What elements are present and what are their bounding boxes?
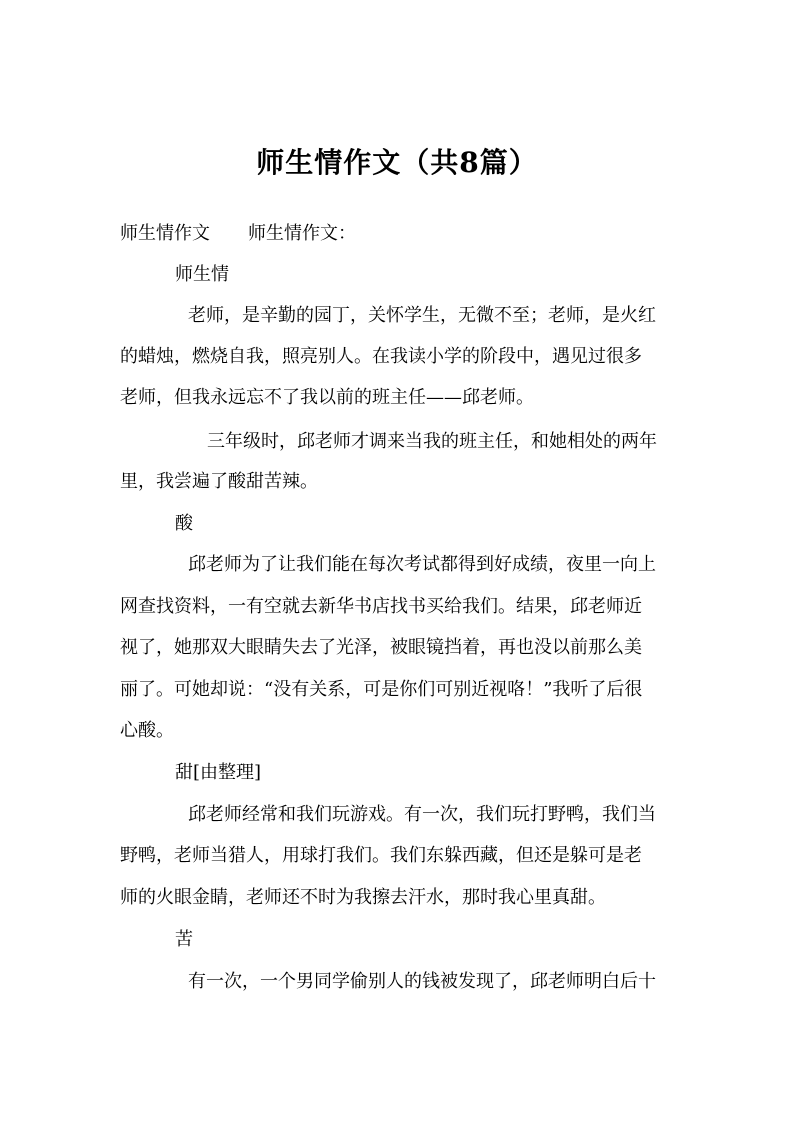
paragraph-line: 有一次，一个男同学偷别人的钱被发现了，邱老师明白后十 xyxy=(188,971,656,992)
paragraph-line: 邱老师经常和我们玩游戏。有一次，我们玩打野鸭，我们当 xyxy=(188,804,656,825)
document-title: 师生情作文（共8篇） xyxy=(256,146,538,179)
paragraph-line: 三年级时，邱老师才调来当我的班主任，和她相处的两年 xyxy=(207,431,657,452)
section-heading-sweet: 甜[由整理] xyxy=(175,762,262,783)
paragraph-line: 视了，她那双大眼睛失去了光泽，被眼镜挡着，再也没以前那么美 xyxy=(120,637,642,658)
section-heading-sour: 酸 xyxy=(175,513,193,534)
section-heading-bitter: 苦 xyxy=(175,929,193,950)
subtitle-right: 师生情作文： xyxy=(248,223,356,244)
paragraph-line: 里，我尝遍了酸甜苦辣。 xyxy=(120,471,318,492)
section-heading-main: 师生情 xyxy=(175,264,229,285)
paragraph-line: 的蜡烛，燃烧自我，照亮别人。在我读小学的阶段中，遇见过很多 xyxy=(120,346,642,367)
paragraph-line: 野鸭，老师当猎人，用球打我们。我们东躲西藏，但还是躲可是老 xyxy=(120,845,642,866)
paragraph-line: 心酸。 xyxy=(120,720,174,741)
paragraph-line: 网查找资料，一有空就去新华书店找书买给我们。结果，邱老师近 xyxy=(120,596,642,617)
paragraph-line: 老师，是辛勤的园丁，关怀学生，无微不至；老师，是火红 xyxy=(188,305,656,326)
subtitle-left: 师生情作文 xyxy=(120,223,210,244)
paragraph-line: 老师，但我永远忘不了我以前的班主任——邱老师。 xyxy=(120,387,534,408)
paragraph-line: 丽了。可她却说：“没有关系，可是你们可别近视咯！”我听了后很 xyxy=(120,679,643,700)
subtitle-line xyxy=(120,219,680,249)
paragraph-line: 师的火眼金睛，老师还不时为我擦去汗水，那时我心里真甜。 xyxy=(120,887,606,908)
paragraph-line: 邱老师为了让我们能在每次考试都得到好成绩，夜里一向上 xyxy=(188,554,656,575)
